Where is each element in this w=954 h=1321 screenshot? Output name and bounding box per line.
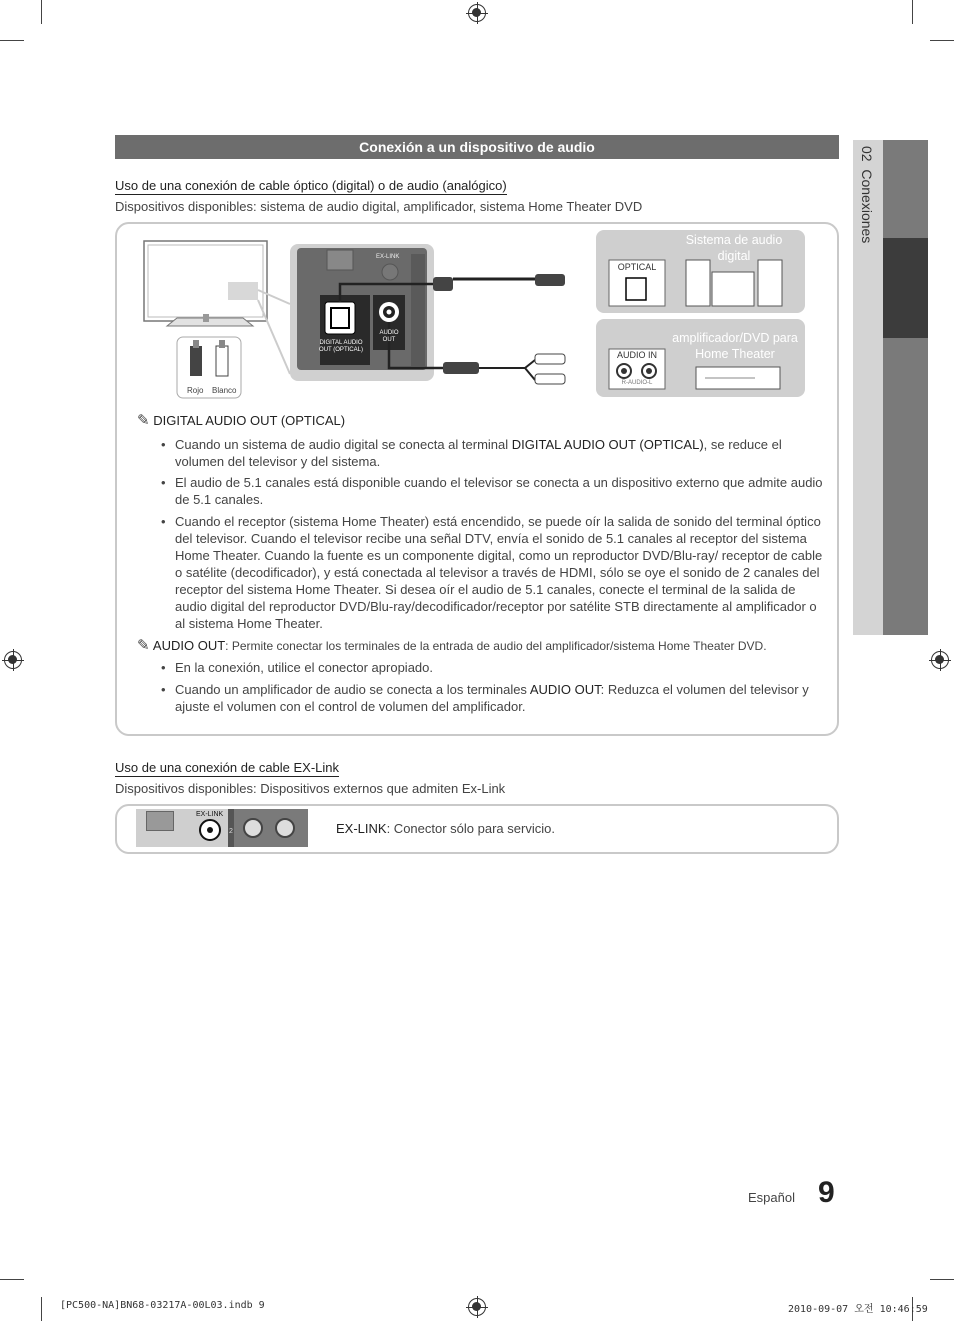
- list-item: • Cuando un sistema de audio digital se conecta al terminal DIGITAL AUDIO OUT (OPTICAL), se reduce el volumen del televisor y del sistema.: [175, 436, 823, 470]
- exlink-devices: Dispositivos disponibles: Dispositivos externos que admiten Ex-Link: [115, 781, 506, 796]
- note1-title: DIGITAL AUDIO OUT (OPTICAL): [153, 413, 346, 428]
- list-item: • Cuando el receptor (sistema Home Theater) está encendido, se puede oír la salida de sonido del terminal óptico del televisor. Cuando el televisor recibe una señal DTV, envía el sonido de 5.1 canales al receptor del sistema Home Theater. Cuando la fuente es un componente digital, como un reproductor DVD/Blu-ray/ receptor de cable o satélite (decodificador), y está conectada al televisor a través de HDMI, sólo se oye el sonido de 2 canales del receptor del sistema Home Theater. Si desea oír el audio de 5.1 canales, conecte el terminal de la salida de audio digital del reproductor DVD/Blu-ray/decodificador/receptor por satélite STB directamente al amplificador o al sistema Home Theater.: [175, 513, 823, 632]
- chapter-label: Conexiones: [859, 169, 875, 244]
- digital-audio-system-label: Sistema de audio digital: [685, 233, 783, 263]
- audio-rl-label: R-AUDIO-L: [621, 380, 653, 386]
- print-timestamp: 2010-09-07 오전 10:46:59: [788, 1304, 928, 1315]
- tab-block-active: [883, 238, 928, 338]
- chapter-number: 02: [859, 146, 875, 162]
- crop-mark: [0, 40, 24, 41]
- exlink-port-number: 2: [229, 828, 233, 835]
- list-item: • En la conexión, utilice el conector apropiado.: [175, 659, 823, 676]
- registration-mark-icon: [931, 651, 949, 669]
- list-item: • Cuando un amplificador de audio se conecta a los terminales AUDIO OUT: Reduzca el volumen del televisor y ajuste el volumen con el control de volumen del amplificador.: [175, 681, 823, 715]
- note2: ✎ AUDIO OUT: Permite conectar los terminales de la entrada de audio del amplificador/sistema Home Theater DVD.: [137, 637, 767, 654]
- exlink-port-label: EX-LINK: [196, 811, 224, 818]
- optical-devices: Dispositivos disponibles: sistema de audio digital, amplificador, sistema Home Theater DVD: [115, 199, 643, 214]
- exlink-heading: Uso de una conexión de cable EX-Link: [115, 760, 340, 775]
- registration-mark-icon: [4, 651, 22, 669]
- exlink-description: EX-LINK: Conector sólo para servicio.: [336, 821, 555, 836]
- file-info: [PC500-NA]BN68-03217A-00L03.indb 9: [60, 1300, 265, 1311]
- crop-mark: [41, 0, 42, 24]
- cable-white-label: Blanco: [212, 386, 237, 395]
- optical-port-label: OPTICAL: [617, 262, 657, 272]
- crop-mark: [912, 0, 913, 24]
- section-title: Conexión a un dispositivo de audio: [115, 135, 839, 159]
- tab-block: [883, 140, 928, 238]
- registration-mark-icon: [468, 4, 486, 22]
- list-item: • El audio de 5.1 canales está disponible cuando el televisor se conecta a un dispositivo externo que admite audio de 5.1 canales.: [175, 474, 823, 508]
- amplifier-label: amplificador/DVD para Home Theater: [672, 331, 798, 361]
- audio-out-label: AUDIO OUT: [379, 330, 399, 343]
- digital-audio-out-label: DIGITAL AUDIO OUT (OPTICAL): [319, 340, 363, 353]
- note1: [137, 412, 345, 429]
- tab-block: [883, 338, 928, 635]
- pencil-icon: ✎: [137, 637, 150, 654]
- page-number: 9: [818, 1176, 835, 1209]
- pencil-icon: ✎: [137, 412, 150, 429]
- cable-red-label: Rojo: [187, 386, 204, 395]
- crop-mark: [930, 40, 954, 41]
- crop-mark: [41, 1297, 42, 1321]
- exlink-port-label: EX-LINK: [376, 254, 400, 260]
- crop-mark: [930, 1279, 954, 1280]
- audio-in-port-label: AUDIO IN: [616, 350, 657, 360]
- registration-mark-icon: [468, 1298, 486, 1316]
- crop-mark: [0, 1279, 24, 1280]
- chapter-tab: [853, 140, 883, 635]
- optical-heading: Uso de una conexión de cable óptico (digital) o de audio (analógico): [115, 178, 507, 193]
- language-label: Español: [748, 1190, 795, 1205]
- exlink-port-panel: [136, 809, 308, 847]
